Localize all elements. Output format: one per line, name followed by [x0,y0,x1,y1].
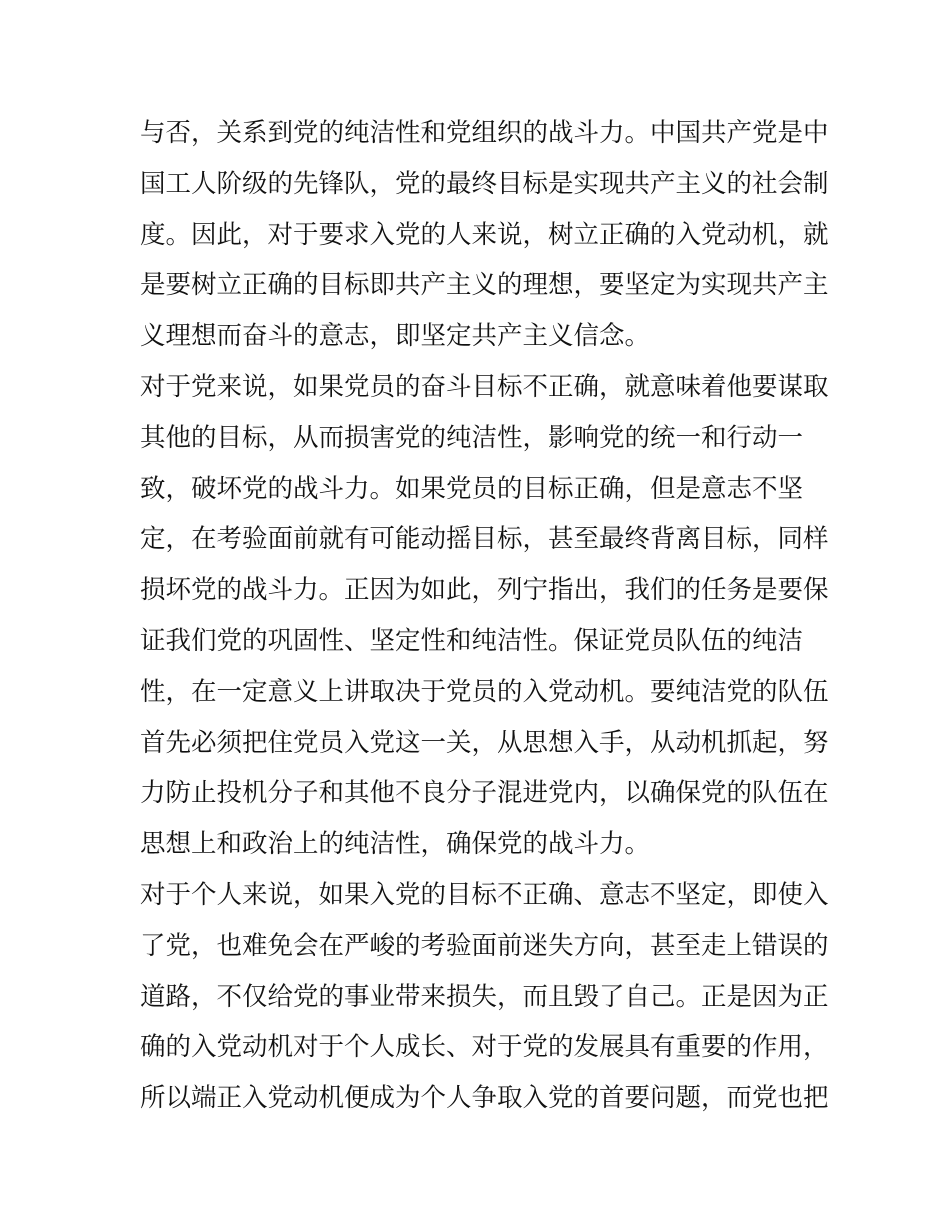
text-line: 其他的目标，从而损害党的纯洁性，影响党的统一和行动一 [140,422,804,453]
text-line: 损坏党的战斗力。正因为如此，列宁指出，我们的任务是要保 [140,575,829,606]
text-line: 了党，也难免会在严峻的考验面前迷失方向，甚至走上错误的 [140,930,829,961]
text-line: 性，在一定意义上讲取决于党员的入党动机。要纯洁党的队伍 [140,676,829,707]
text-line: 所以端正入党动机便成为个人争取入党的首要问题，而党也把 [140,1083,829,1114]
text-line: 义理想而奋斗的意志，即坚定共产主义信念。 [140,321,651,352]
text-line: 是要树立正确的目标即共产主义的理想，要坚定为实现共产主 [140,270,829,301]
text-line: 思想上和政治上的纯洁性，确保党的战斗力。 [140,829,651,860]
text-line: 道路，不仅给党的事业带来损失，而且毁了自己。正是因为正 [140,981,829,1012]
text-line: 对于党来说，如果党员的奋斗目标不正确，就意味着他要谋取 [140,371,829,402]
text-line: 致，破坏党的战斗力。如果党员的目标正确，但是意志不坚 [140,473,804,504]
text-line: 度。因此，对于要求入党的人来说，树立正确的入党动机，就 [140,219,829,250]
text-line: 力防止投机分子和其他不良分子混进党内，以确保党的队伍在 [140,778,829,809]
text-line: 对于个人来说，如果入党的目标不正确、意志不坚定，即使入 [140,879,829,910]
text-line: 首先必须把住党员入党这一关，从思想入手，从动机抓起，努 [140,727,829,758]
text-line: 国工人阶级的先锋队，党的最终目标是实现共产主义的社会制 [140,168,829,199]
body-text [140,108,829,1124]
text-line: 定，在考验面前就有可能动摇目标，甚至最终背离目标，同样 [140,524,829,555]
text-line: 与否，关系到党的纯洁性和党组织的战斗力。中国共产党是中 [140,118,829,148]
text-line: 证我们党的巩固性、坚定性和纯洁性。保证党员队伍的纯洁 [140,625,804,656]
text-line: 确的入党动机对于个人成长、对于党的发展具有重要的作用， [140,1032,829,1063]
